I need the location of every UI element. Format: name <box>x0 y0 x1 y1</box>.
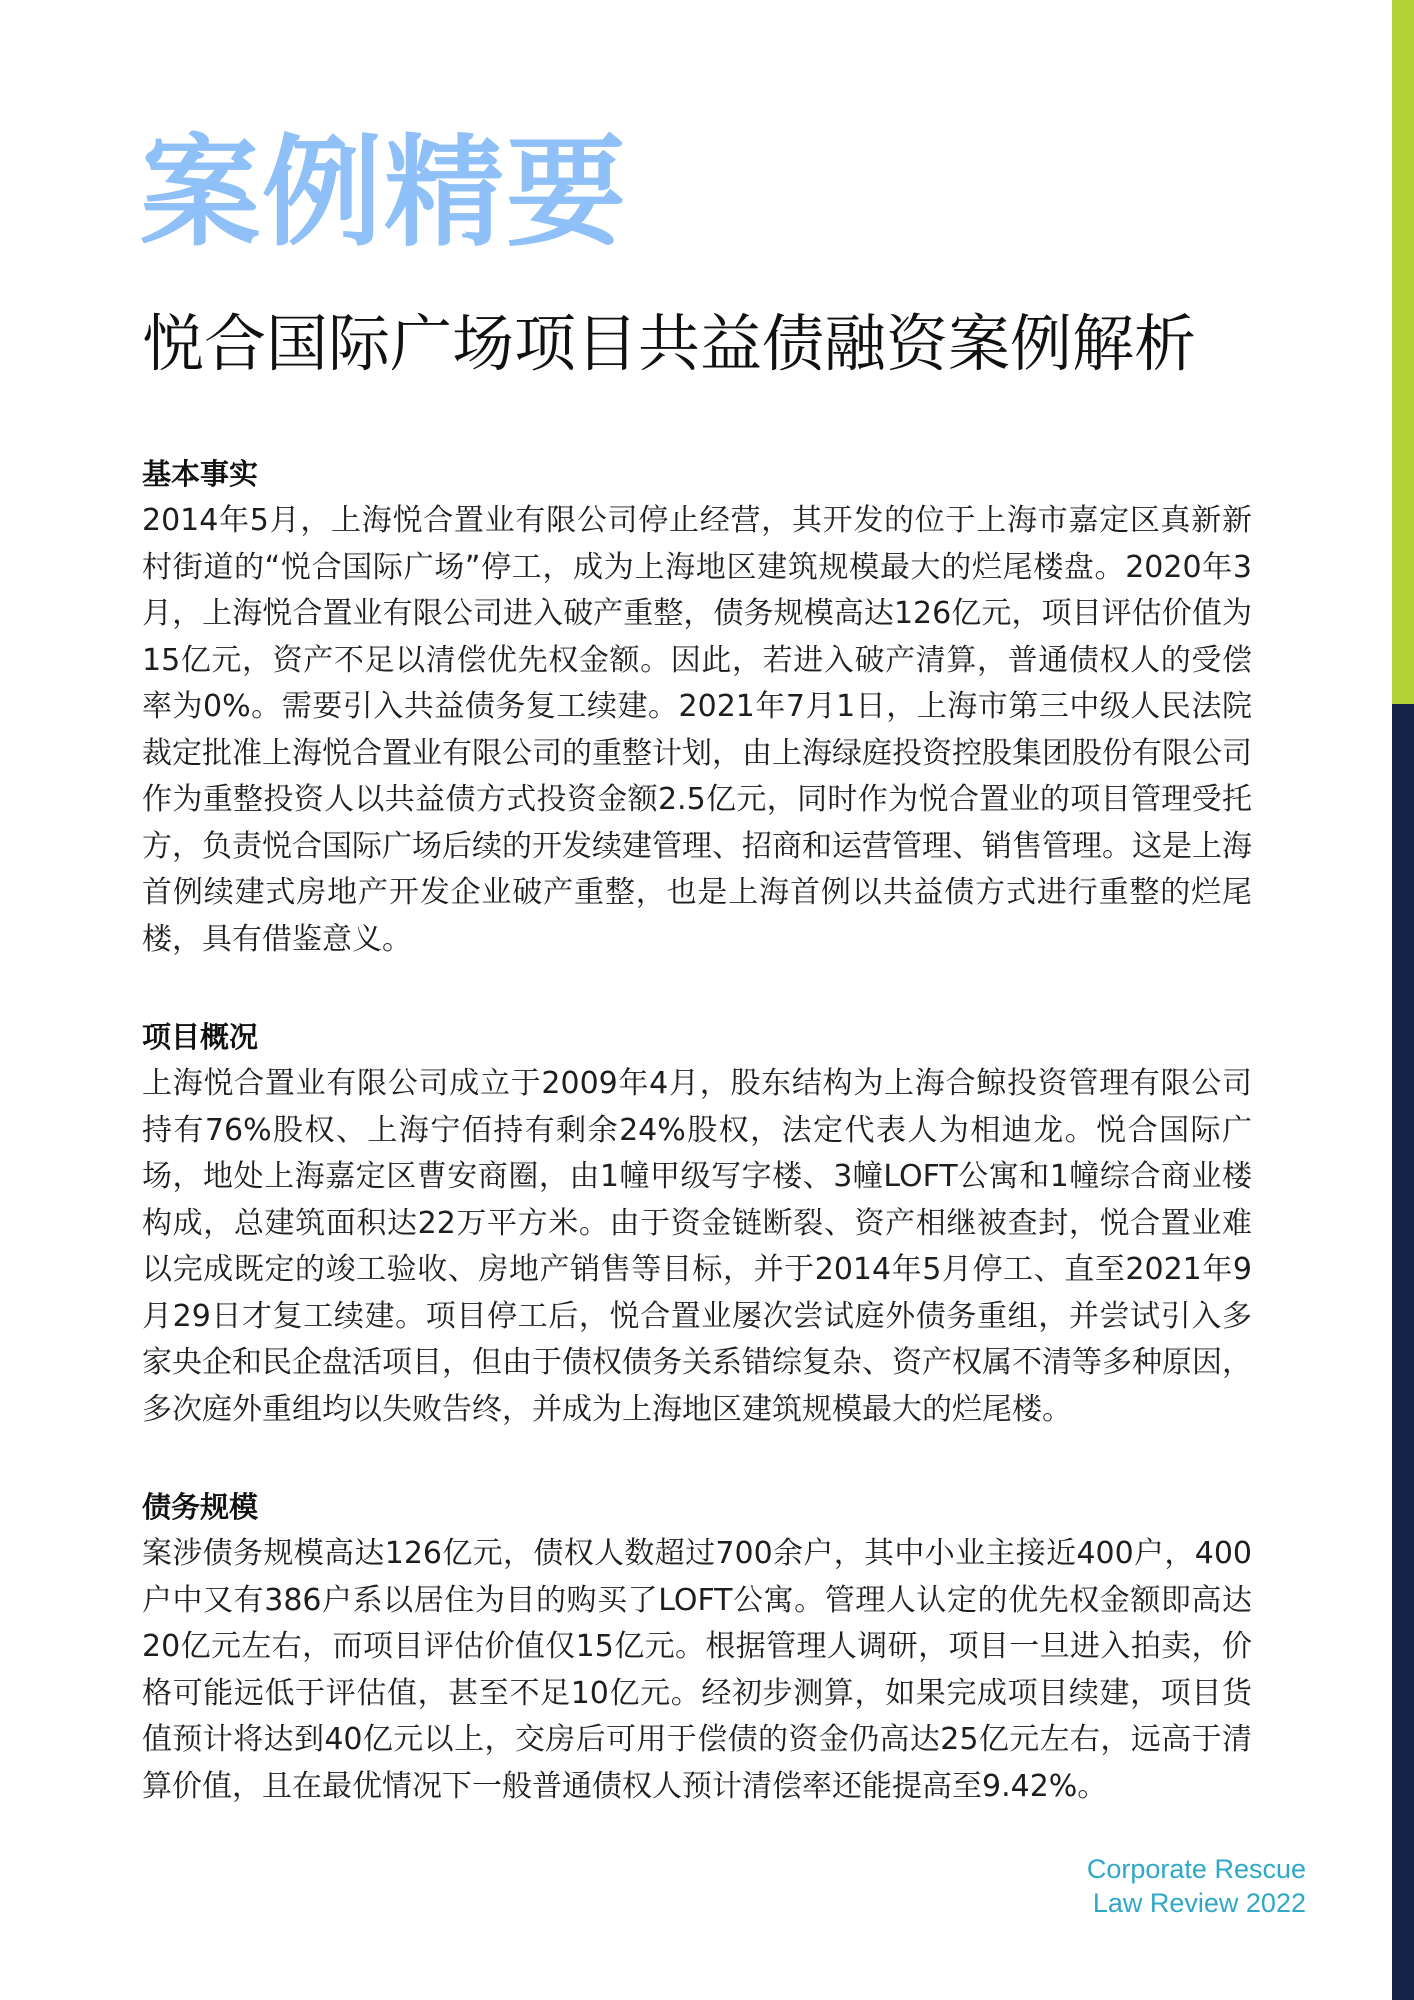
side-bar-green-segment <box>1392 0 1414 704</box>
brand-line-1: Corporate Rescue <box>1086 1854 1306 1884</box>
section-paragraph: 案涉债务规模高达126亿元，债权人数超过700余户，其中小业主接近400户，400户中又有386户系以居住为目的购买了LOFT公寓。管理人认定的优先权金额即高达20亿元左右，而项目评估价值仅15亿元。根据管理人调研，项目一旦进入拍卖，价格可能远低于评估值，甚至不足10亿元。经初步测算，如果完成项目续建，项目货值预计将达到40亿元以上，交房后可用于偿债的资金仍高达25亿元左右，远高于清算价值，且在最优情况下一般普通债权人预计清偿率还能提高至9.42%。 <box>142 1536 1252 1804</box>
article-body <box>142 452 1252 1862</box>
brand-line-2: Law Review 2022 <box>1092 1888 1306 1918</box>
page-title: 悦合国际广场项目共益债融资案例解析 <box>142 307 1197 380</box>
side-color-bar <box>1392 0 1414 2000</box>
publication-brand <box>1087 1852 1306 1920</box>
section-project-overview <box>142 1015 1252 1433</box>
side-bar-navy-segment <box>1392 704 1414 2000</box>
section-heading: 债务规模 <box>142 1490 259 1524</box>
section-label: 案例精要 <box>140 124 628 263</box>
section-debt-scale <box>142 1485 1252 1810</box>
section-heading: 基本事实 <box>142 457 259 491</box>
section-paragraph: 上海悦合置业有限公司成立于2009年4月，股东结构为上海合鲸投资管理有限公司持有76%股权、上海宁佰持有剩余24%股权，法定代表人为相迪龙。悦合国际广场，地处上海嘉定区曹安商圈，由1幢甲级写字楼、3幢LOFT公寓和1幢综合商业楼构成，总建筑面积达22万平方米。由于资金链断裂、资产相继被查封，悦合置业难以完成既定的竣工验收、房地产销售等目标，并于2014年5月停工、直至2021年9月29日才复工续建。项目停工后，悦合置业屡次尝试庭外债务重组，并尝试引入多家央企和民企盘活项目，但由于债权债务关系错综复杂、资产权属不清等多种原因，多次庭外重组均以失败告终，并成为上海地区建筑规模最大的烂尾楼。 <box>142 1066 1252 1427</box>
section-basic-facts <box>142 452 1252 963</box>
section-heading: 项目概况 <box>142 1020 259 1054</box>
section-paragraph: 2014年5月，上海悦合置业有限公司停止经营，其开发的位于上海市嘉定区真新新村街道的“悦合国际广场”停工，成为上海地区建筑规模最大的烂尾楼盘。2020年3月，上海悦合置业有限公司进入破产重整，债务规模高达126亿元，项目评估价值为15亿元，资产不足以清偿优先权金额。因此，若进入破产清算，普通债权人的受偿率为0%。需要引入共益债务复工续建。2021年7月1日，上海市第三中级人民法院裁定批准上海悦合置业有限公司的重整计划，由上海绿庭投资控股集团股份有限公司作为重整投资人以共益债方式投资金额2.5亿元，同时作为悦合置业的项目管理受托方，负责悦合国际广场后续的开发续建管理、招商和运营管理、销售管理。这是上海首例续建式房地产开发企业破产重整，也是上海首例以共益债方式进行重整的烂尾楼，具有借鉴意义。 <box>142 503 1252 957</box>
